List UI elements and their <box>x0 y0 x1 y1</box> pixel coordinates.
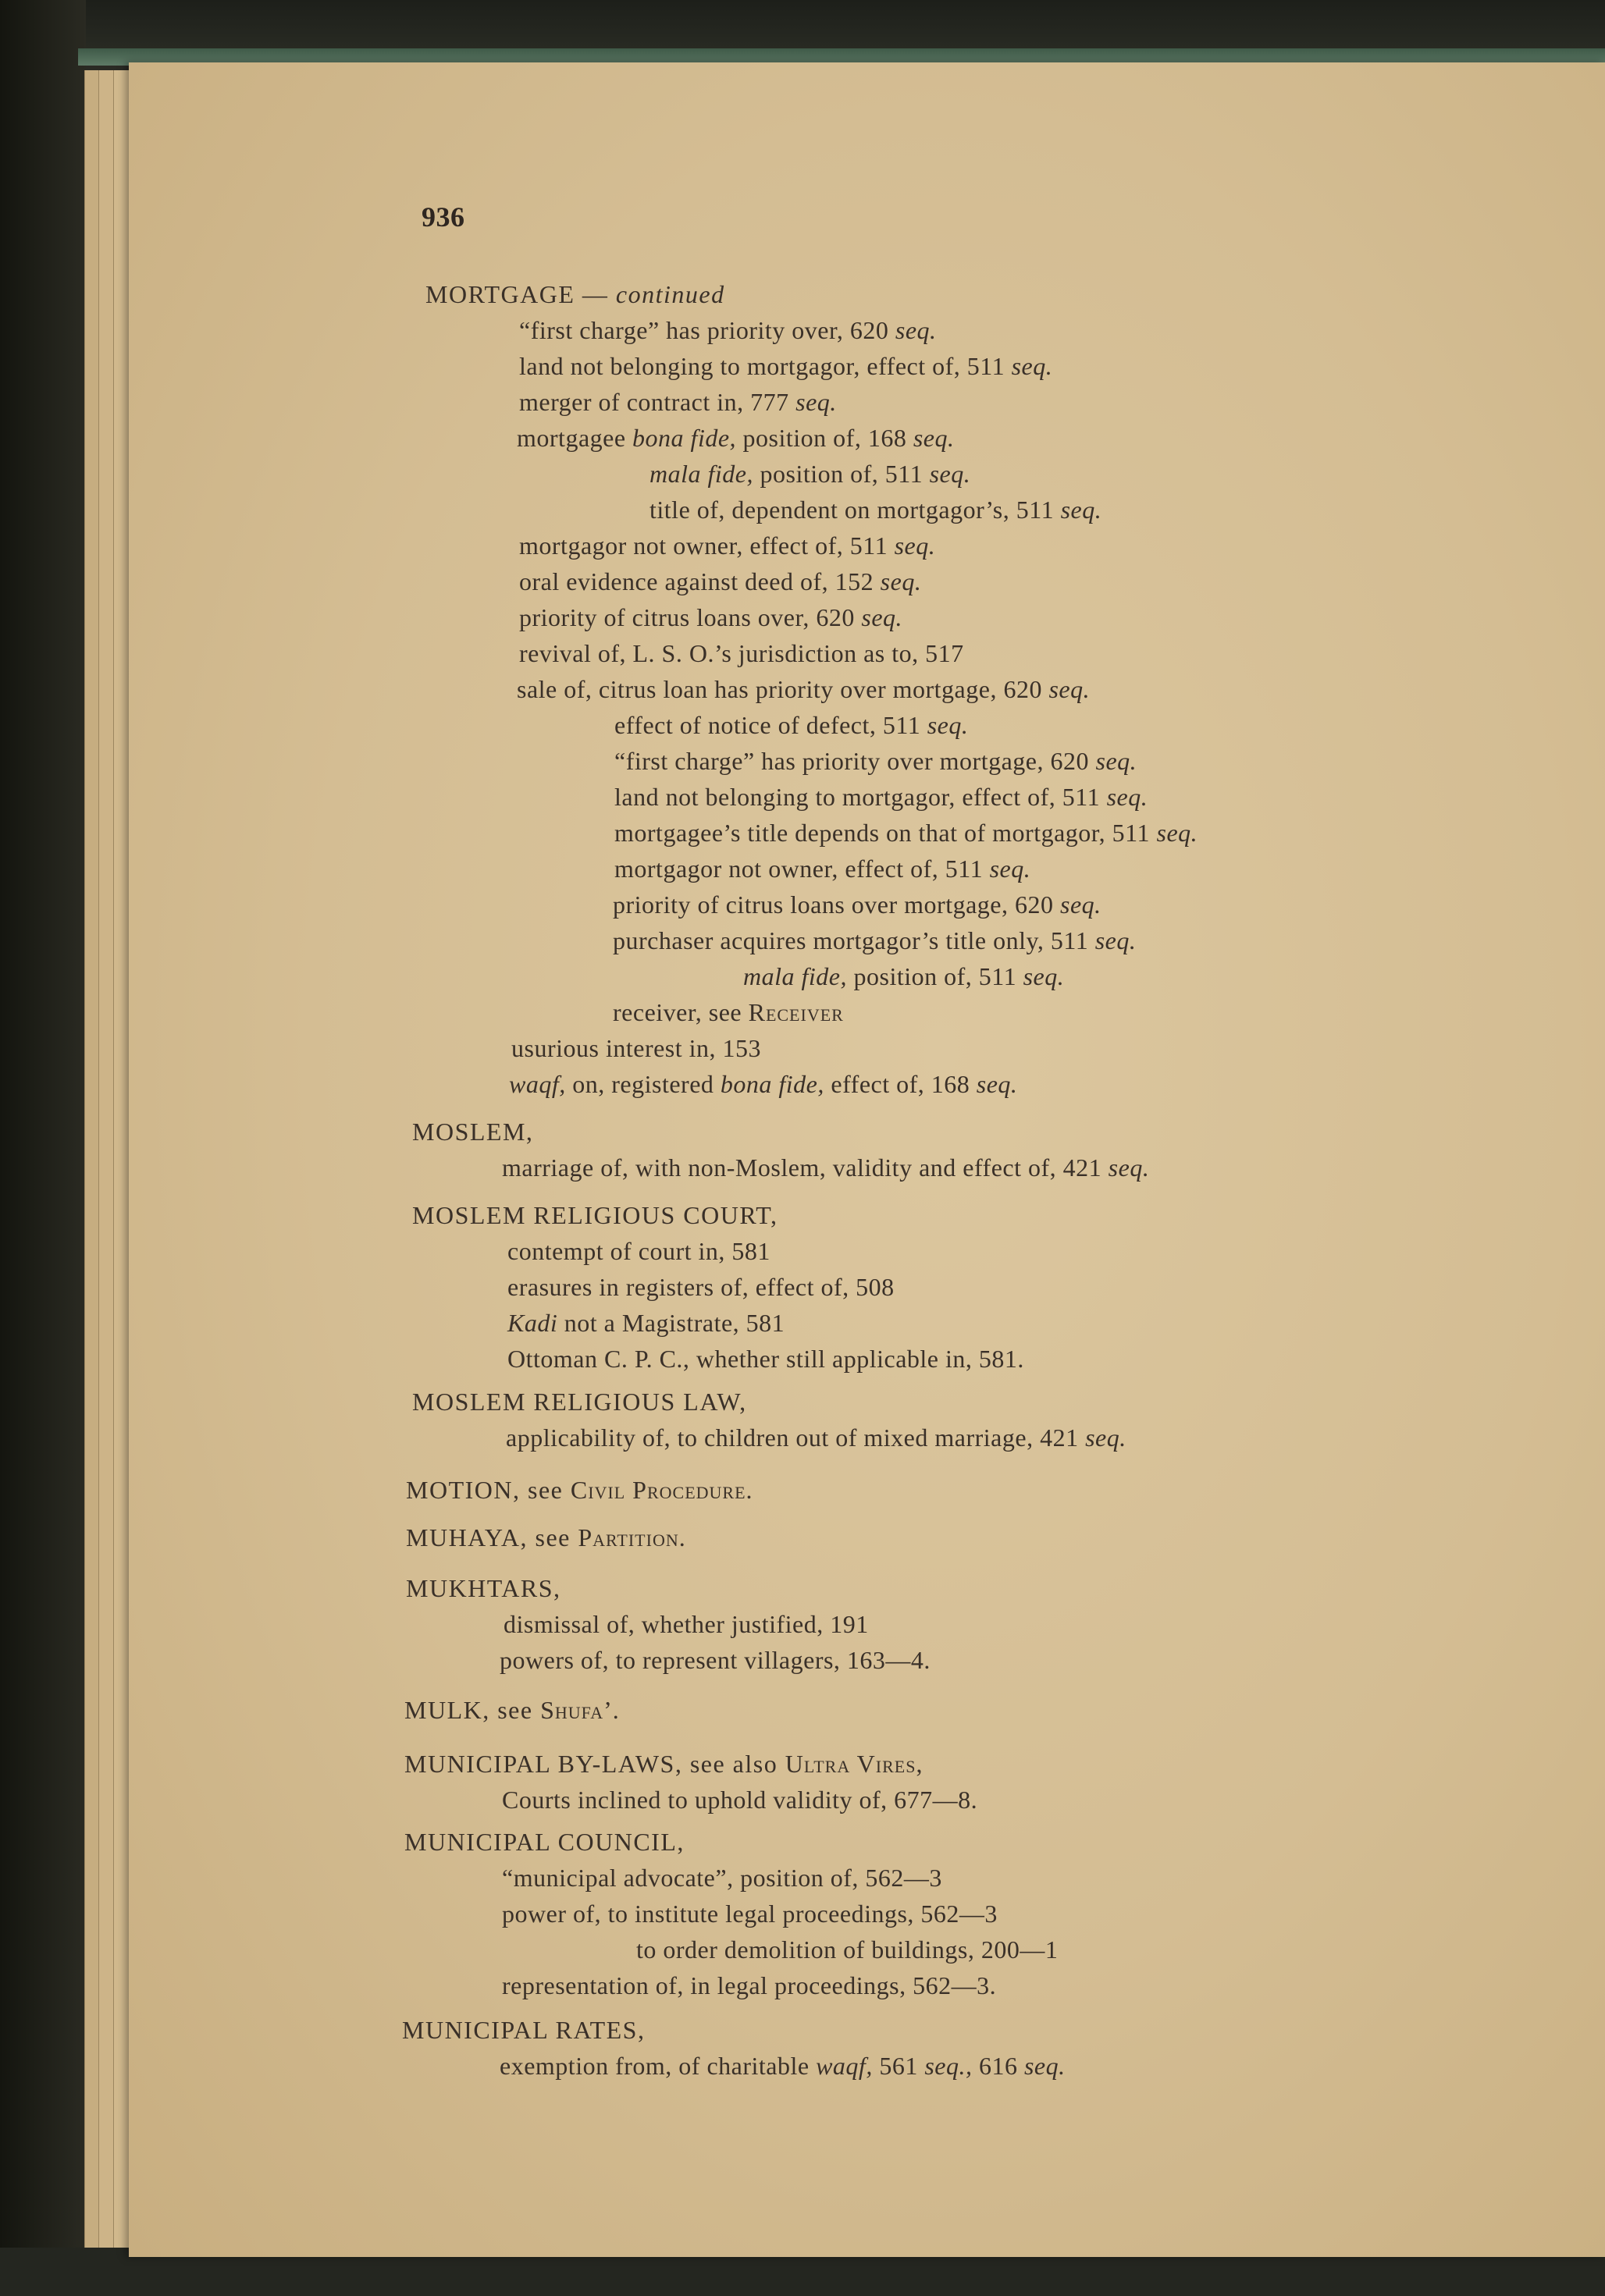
index-entry: Kadi not a Magistrate, 581 <box>507 1309 785 1337</box>
index-subentry: effect of notice of defect, 511 seq. <box>614 711 969 739</box>
index-subentry: mala fide, position of, 511 seq. <box>649 460 971 488</box>
index-subentry: mortgagor not owner, effect of, 511 seq. <box>614 855 1031 883</box>
index-entry: sale of, citrus loan has priority over mortgage, 620 seq. <box>517 675 1091 703</box>
index-entry: oral evidence against deed of, 152 seq. <box>519 567 922 595</box>
index-subentry: mala fide, position of, 511 seq. <box>743 962 1065 990</box>
index-entry: usurious interest in, 153 <box>511 1034 762 1062</box>
index-heading: MUNICIPAL RATES, <box>402 2016 646 2044</box>
index-entry: marriage of, with non-Moslem, validity and effect of, 421 seq. <box>502 1153 1150 1182</box>
index-subentry: priority of citrus loans over mortgage, 620 seq. <box>613 890 1101 919</box>
index-subentry: title of, dependent on mortgagor’s, 511 seq. <box>649 496 1102 524</box>
index-heading: MUNICIPAL COUNCIL, <box>404 1828 685 1856</box>
index-entry: dismissal of, whether justified, 191 <box>504 1610 869 1638</box>
index-heading: MULK, see Shufa’. <box>404 1696 620 1724</box>
index-heading: MOSLEM, <box>412 1118 534 1146</box>
index-subentry: “first charge” has priority over mortgage, 620 seq. <box>614 747 1137 775</box>
index-subentry: receiver, see Receiver <box>613 998 844 1026</box>
index-entry: exemption from, of charitable waqf, 561 seq., 616 seq. <box>500 2052 1066 2080</box>
index-heading: MUKHTARS, <box>406 1574 561 1602</box>
index-heading: MOSLEM RELIGIOUS LAW, <box>412 1388 747 1416</box>
index-entry: powers of, to represent villagers, 163—4. <box>500 1646 931 1674</box>
index-entry: representation of, in legal proceedings, 562—3. <box>502 1971 997 1999</box>
index-entry: power of, to institute legal proceedings, 562—3 <box>502 1900 998 1928</box>
index-heading: MUHAYA, see Partition. <box>406 1523 686 1551</box>
index-heading: MUNICIPAL BY-LAWS, see also Ultra Vires, <box>404 1750 923 1778</box>
index-entry: priority of citrus loans over, 620 seq. <box>519 603 903 631</box>
index-entry: mortgagor not owner, effect of, 511 seq. <box>519 531 936 560</box>
index-entry: “first charge” has priority over, 620 seq. <box>519 316 937 344</box>
index-heading: MORTGAGE — continued <box>425 280 725 308</box>
index-entry: Ottoman C. P. C., whether still applicable in, 581. <box>507 1345 1024 1373</box>
index-heading: MOTION, see Civil Procedure. <box>406 1476 753 1504</box>
index-entry: Courts inclined to uphold validity of, 677—8. <box>502 1786 978 1814</box>
index-entry: land not belonging to mortgagor, effect of, 511 seq. <box>519 352 1053 380</box>
index-subentry: purchaser acquires mortgagor’s title only, 511 seq. <box>613 926 1137 954</box>
index-entry: applicability of, to children out of mixed marriage, 421 seq. <box>506 1423 1126 1452</box>
index-entry: mortgagee bona fide, position of, 168 seq. <box>517 424 955 452</box>
index-entry: erasures in registers of, effect of, 508 <box>507 1273 895 1301</box>
page-number: 936 <box>422 201 465 233</box>
index-subentry: land not belonging to mortgagor, effect of, 511 seq. <box>614 783 1148 811</box>
index-subentry: mortgagee’s title depends on that of mortgagor, 511 seq. <box>614 819 1198 847</box>
index-entry: contempt of court in, 581 <box>507 1237 770 1265</box>
index-entry: waqf, on, registered bona fide, effect of, 168 seq. <box>509 1070 1018 1098</box>
index-subentry: to order demolition of buildings, 200—1 <box>636 1935 1059 1964</box>
index-entry: merger of contract in, 777 seq. <box>519 388 837 416</box>
index-heading: MOSLEM RELIGIOUS COURT, <box>412 1201 778 1229</box>
index-entry: “municipal advocate”, position of, 562—3 <box>502 1864 942 1892</box>
index-entry: revival of, L. S. O.’s jurisdiction as to, 517 <box>519 639 964 667</box>
